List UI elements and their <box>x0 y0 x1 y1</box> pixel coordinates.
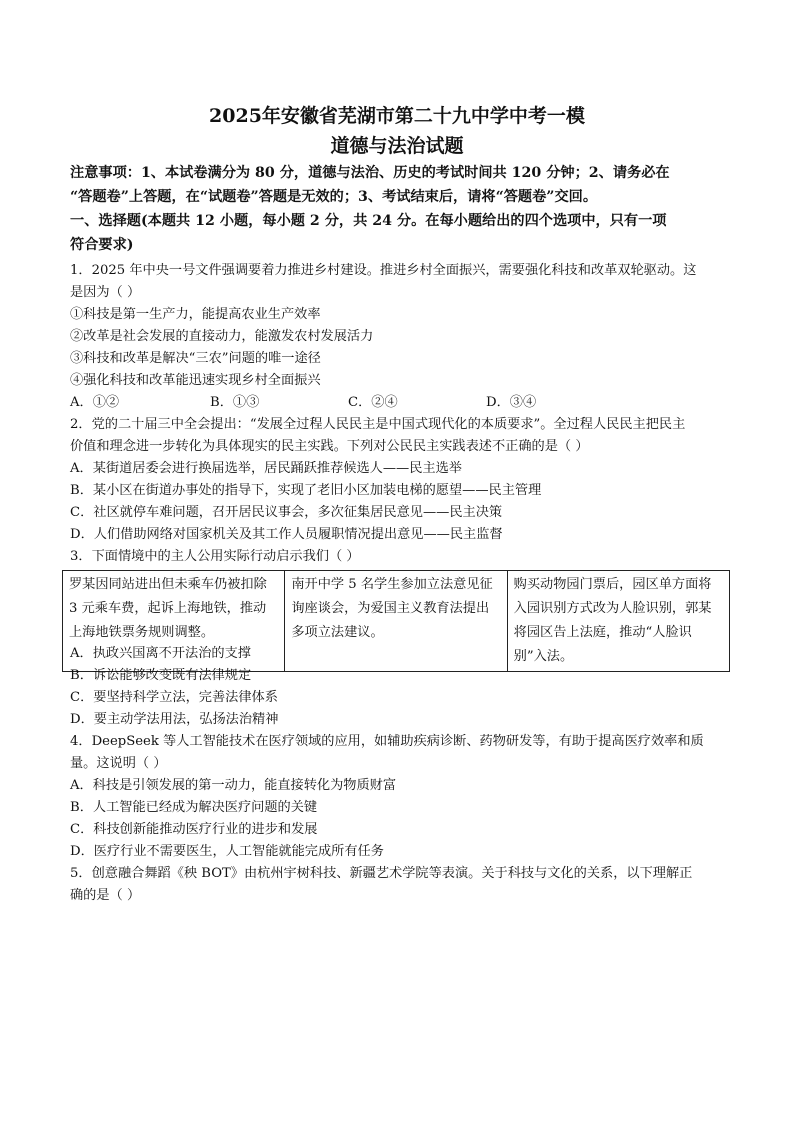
q5-stem-line-2: 确的是（ ） <box>70 888 141 903</box>
exam-title: 2025年安徽省芜湖市第二十九中学中考一模 <box>209 105 585 127</box>
q2-stem-line-2: 价值和理念进一步转化为具体现实的民主实践。下列对公民民主实践表述不正确的是（ ） <box>70 439 589 454</box>
q5-stem-line-1: 5．创意融合舞蹈《秧 BOT》由杭州宇树科技、新疆艺术学院等表演。关于科技与文化的关系，以下理解正 <box>70 866 693 881</box>
q1-option-b: B．①③ <box>210 395 260 410</box>
q1-option-c: C．②④ <box>348 395 398 410</box>
section-heading-line-2: 符合要求) <box>70 237 134 253</box>
q3-scenario-3: 购买动物园门票后，园区单方面将入园识别方式改为人脸识别，郭某将园区告上法庭，推动“人脸识别”入法。 <box>507 571 729 672</box>
notice-line-1: 注意事项：1、本试卷满分为 80 分，道德与法治、历史的考试时间共 120 分钟；2、请务必在 <box>70 165 670 181</box>
q1-statement-2: ②改革是社会发展的直接动力，能激发农村发展活力 <box>70 329 374 344</box>
q2-stem-line-1: 2．党的二十届三中全会提出：“发展全过程人民民主是中国式现代化的本质要求”。全过程人民民主把民主 <box>70 417 686 432</box>
q1-stem-line-2: 是因为（ ） <box>70 285 141 300</box>
section-heading-line-1: 一、选择题(本题共 12 小题，每小题 2 分，共 24 分。在每小题给出的四个选项中，只有一项 <box>70 213 667 229</box>
q4-option-a: A．科技是引领发展的第一动力，能直接转化为物质财富 <box>70 778 397 793</box>
q3-option-c: C．要坚持科学立法，完善法律体系 <box>70 690 278 705</box>
q3-scenario-1: 罗某因同站进出但未乘车仍被扣除 3 元乘车费，起诉上海地铁，推动上海地铁票务规则调整。 <box>63 571 285 672</box>
exam-subtitle: 道德与法治试题 <box>330 135 464 157</box>
q2-option-a: A．某街道居委会进行换届选举，居民踊跃推荐候选人——民主选举 <box>70 461 462 476</box>
q1-statement-1: ①科技是第一生产力，能提高农业生产效率 <box>70 307 321 322</box>
notice-line-2: “答题卷”上答题，在“试题卷”答题是无效的；3、考试结束后，请将“答题卷”交回。 <box>70 189 598 205</box>
q3-option-a: A．执政兴国离不开法治的支撑 <box>70 646 251 661</box>
q3-option-b: B．诉讼能够改变既有法律规定 <box>70 668 252 683</box>
q2-option-d: D．人们借助网络对国家机关及其工作人员履职情况提出意见——民主监督 <box>70 527 503 542</box>
q1-statement-3: ③科技和改革是解决“三农”问题的唯一途径 <box>70 351 321 366</box>
q4-stem-line-2: 量。这说明（ ） <box>70 756 167 771</box>
q2-option-b: B．某小区在街道办事处的指导下，实现了老旧小区加装电梯的愿望——民主管理 <box>70 483 542 498</box>
q4-option-b: B．人工智能已经成为解决医疗问题的关键 <box>70 800 318 815</box>
q1-option-d: D．③④ <box>486 395 537 410</box>
q3-option-d: D．要主动学法用法，弘扬法治精神 <box>70 712 279 727</box>
q3-stem: 3．下面情境中的主人公用实际行动启示我们（ ） <box>70 549 360 564</box>
q2-option-c: C．社区就停车难问题，召开居民议事会，多次征集居民意见——民主决策 <box>70 505 503 520</box>
q4-option-d: D．医疗行业不需要医生，人工智能就能完成所有任务 <box>70 844 384 859</box>
q1-statement-4: ④强化科技和改革能迅速实现乡村全面振兴 <box>70 373 321 388</box>
q4-option-c: C．科技创新能推动医疗行业的进步和发展 <box>70 822 318 837</box>
q1-option-a: A．①② <box>70 395 120 410</box>
q4-stem-line-1: 4．DeepSeek 等人工智能技术在医疗领域的应用，如辅助疾病诊断、药物研发等，有助于提高医疗效率和质 <box>70 734 704 749</box>
q1-stem-line-1: 1．2025 年中央一号文件强调要着力推进乡村建设。推进乡村全面振兴，需要强化科技和改革双轮驱动。这 <box>70 263 697 278</box>
q3-scenario-2: 南开中学 5 名学生参加立法意见征询座谈会，为爱国主义教育法提出多项立法建议。 <box>285 571 507 672</box>
